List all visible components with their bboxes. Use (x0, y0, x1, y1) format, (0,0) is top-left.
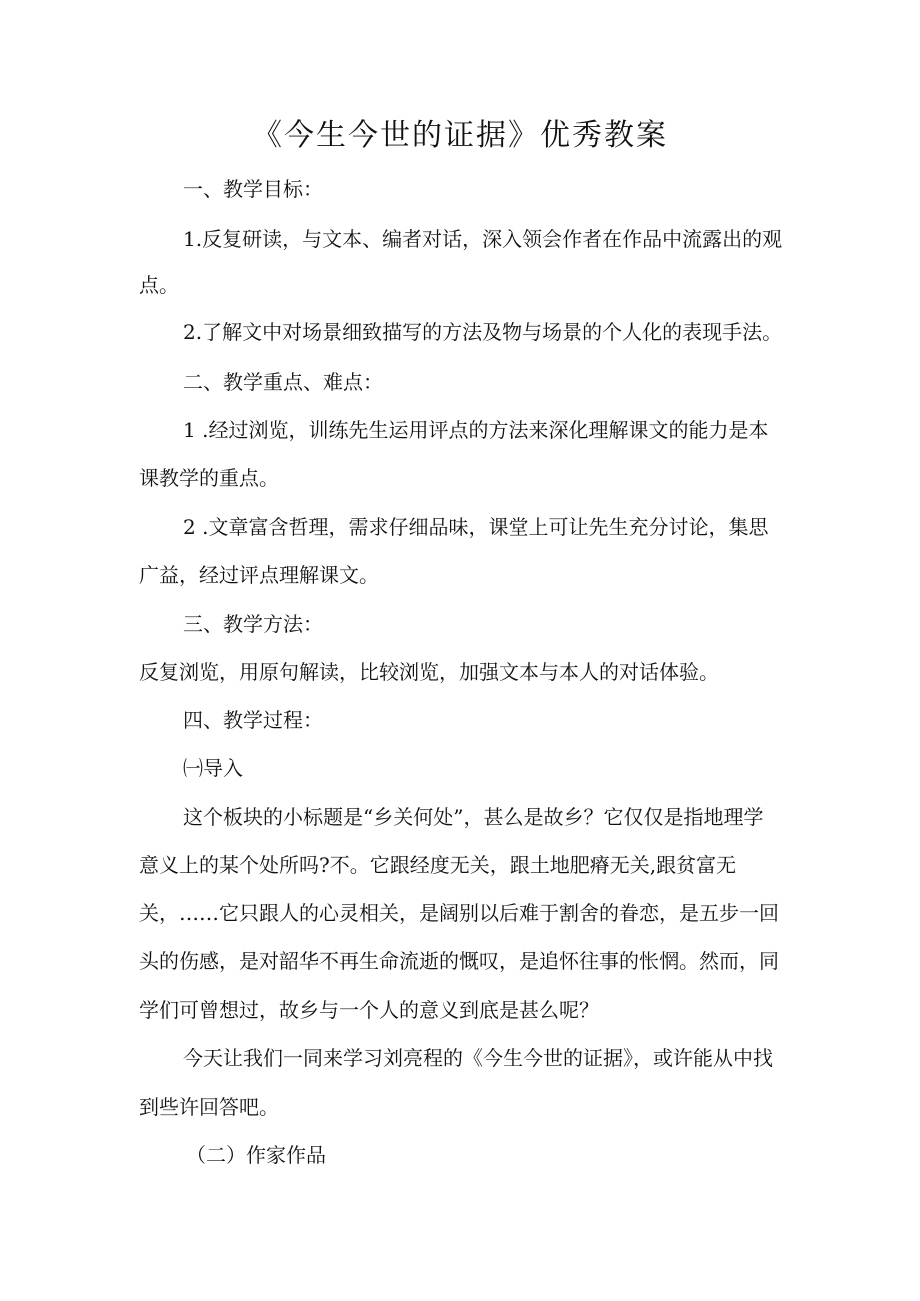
paragraph-line: 这个板块的小标题是“乡关何处”，甚么是故乡？它仅仅是指地理学 (183, 805, 764, 829)
paragraph-line: 到些许回答吧。 (139, 1095, 279, 1119)
paragraph-line: 今天让我们一同来学习刘亮程的《今生今世的证据》，或许能从中找 (183, 1046, 773, 1070)
paragraph-line: 广益，经过评点理解课文。 (139, 563, 379, 587)
paragraph-line: 点。 (139, 273, 179, 297)
paragraph-line: 关，……它只跟人的心灵相关，是阔别以后难于割舍的眷恋，是五步一回 (139, 901, 779, 925)
paragraph-line: 1.反复研读，与文本、编者对话，深入领会作者在作品中流露出的观 (183, 227, 783, 251)
heading-key-points: 二、教学重点、难点： (183, 370, 383, 394)
paragraph-line: 课教学的重点。 (139, 466, 279, 490)
paragraph-line: 2 .文章富含哲理，需求仔细品味，课堂上可让先生充分讨论，集思 (183, 515, 769, 539)
paragraph-line: 意义上的某个处所吗?不。它跟经度无关，跟土地肥瘠无关,跟贫富无 (139, 853, 737, 877)
document-title: 《今生今世的证据》优秀教案 (252, 118, 668, 153)
subheading-author-works: （二）作家作品 (186, 1143, 326, 1167)
heading-teaching-methods: 三、教学方法： (183, 612, 323, 636)
paragraph-line: 1 .经过浏览，训练先生运用评点的方法来深化理解课文的能力是本 (183, 418, 769, 442)
subheading-introduction: ㈠导入 (183, 756, 243, 780)
paragraph-line: 2.了解文中对场景细致描写的方法及物与场景的个人化的表现手法。 (183, 320, 783, 344)
heading-teaching-goals: 一、教学目标： (183, 177, 323, 201)
paragraph-line: 头的伤感，是对韶华不再生命流逝的慨叹，是追怀往事的怅惘。然而，同 (139, 949, 779, 973)
paragraph-line: 反复浏览，用原句解读，比较浏览，加强文本与本人的对话体验。 (139, 660, 719, 684)
paragraph-line: 学们可曾想过，故乡与一个人的意义到底是甚么呢？ (139, 998, 599, 1022)
heading-teaching-process: 四、教学过程： (183, 708, 323, 732)
